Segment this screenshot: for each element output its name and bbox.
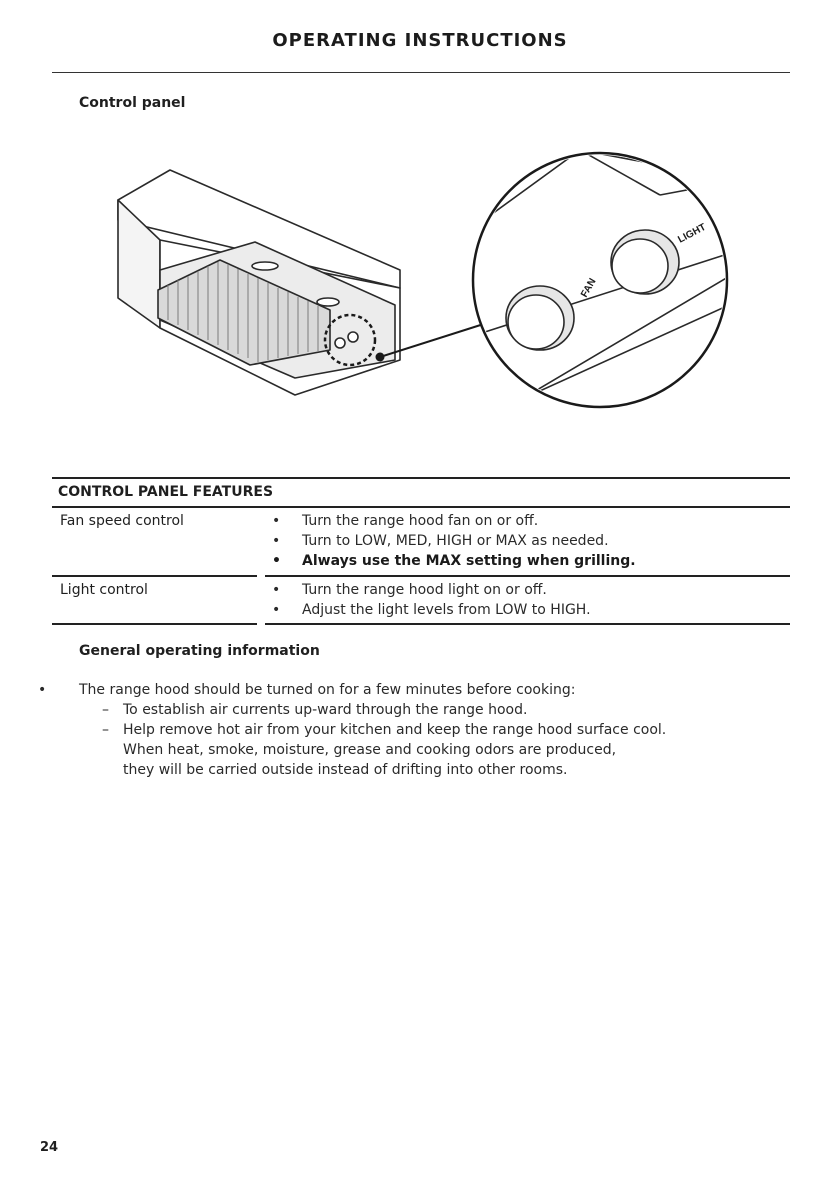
table-bottom-rule-right <box>265 623 790 625</box>
range-hood-illustration <box>100 150 780 412</box>
general-sub-item-2: – Help remove hot air from your kitchen and keep the range hood surface cool. <box>102 722 667 738</box>
general-continuation-2: they will be carried outside instead of drifting into other rooms. <box>123 762 568 778</box>
row-divider-right <box>265 575 790 577</box>
light-label: LIGHT <box>676 221 708 246</box>
table-title: CONTROL PANEL FEATURES <box>58 484 274 500</box>
control-panel-heading: Control panel <box>79 95 186 111</box>
fan-bullet-3: • Always use the MAX setting when grilling. <box>272 553 636 569</box>
row-divider-left <box>52 575 257 577</box>
page-number: 24 <box>40 1140 59 1155</box>
control-panel-zoom <box>460 150 740 407</box>
fan-label: FAN <box>579 276 599 300</box>
range-hood-drawing <box>118 170 400 395</box>
header-divider <box>52 72 790 73</box>
light-bullet-2: • Adjust the light levels from LOW to HIGH. <box>272 602 591 618</box>
general-continuation-1: When heat, smoke, moisture, grease and cooking odors are produced, <box>123 742 617 758</box>
fan-bullet-1: • Turn the range hood fan on or off. <box>272 513 539 529</box>
row-label-fan-speed: Fan speed control <box>60 513 184 529</box>
general-info-heading: General operating information <box>79 643 320 659</box>
table-bottom-rule-left <box>52 623 257 625</box>
page-title: OPERATING INSTRUCTIONS <box>272 30 568 51</box>
general-sub-item-1: – To establish air currents up-ward through the range hood. <box>102 702 528 718</box>
fan-bullet-2: • Turn to LOW, MED, HIGH or MAX as needed. <box>272 533 609 549</box>
table-top-rule <box>52 477 790 479</box>
general-bullet: • The range hood should be turned on for a few minutes before cooking: <box>38 682 576 698</box>
table-header-rule <box>52 506 790 508</box>
light-bullet-1: • Turn the range hood light on or off. <box>272 582 547 598</box>
row-label-light: Light control <box>60 582 148 598</box>
